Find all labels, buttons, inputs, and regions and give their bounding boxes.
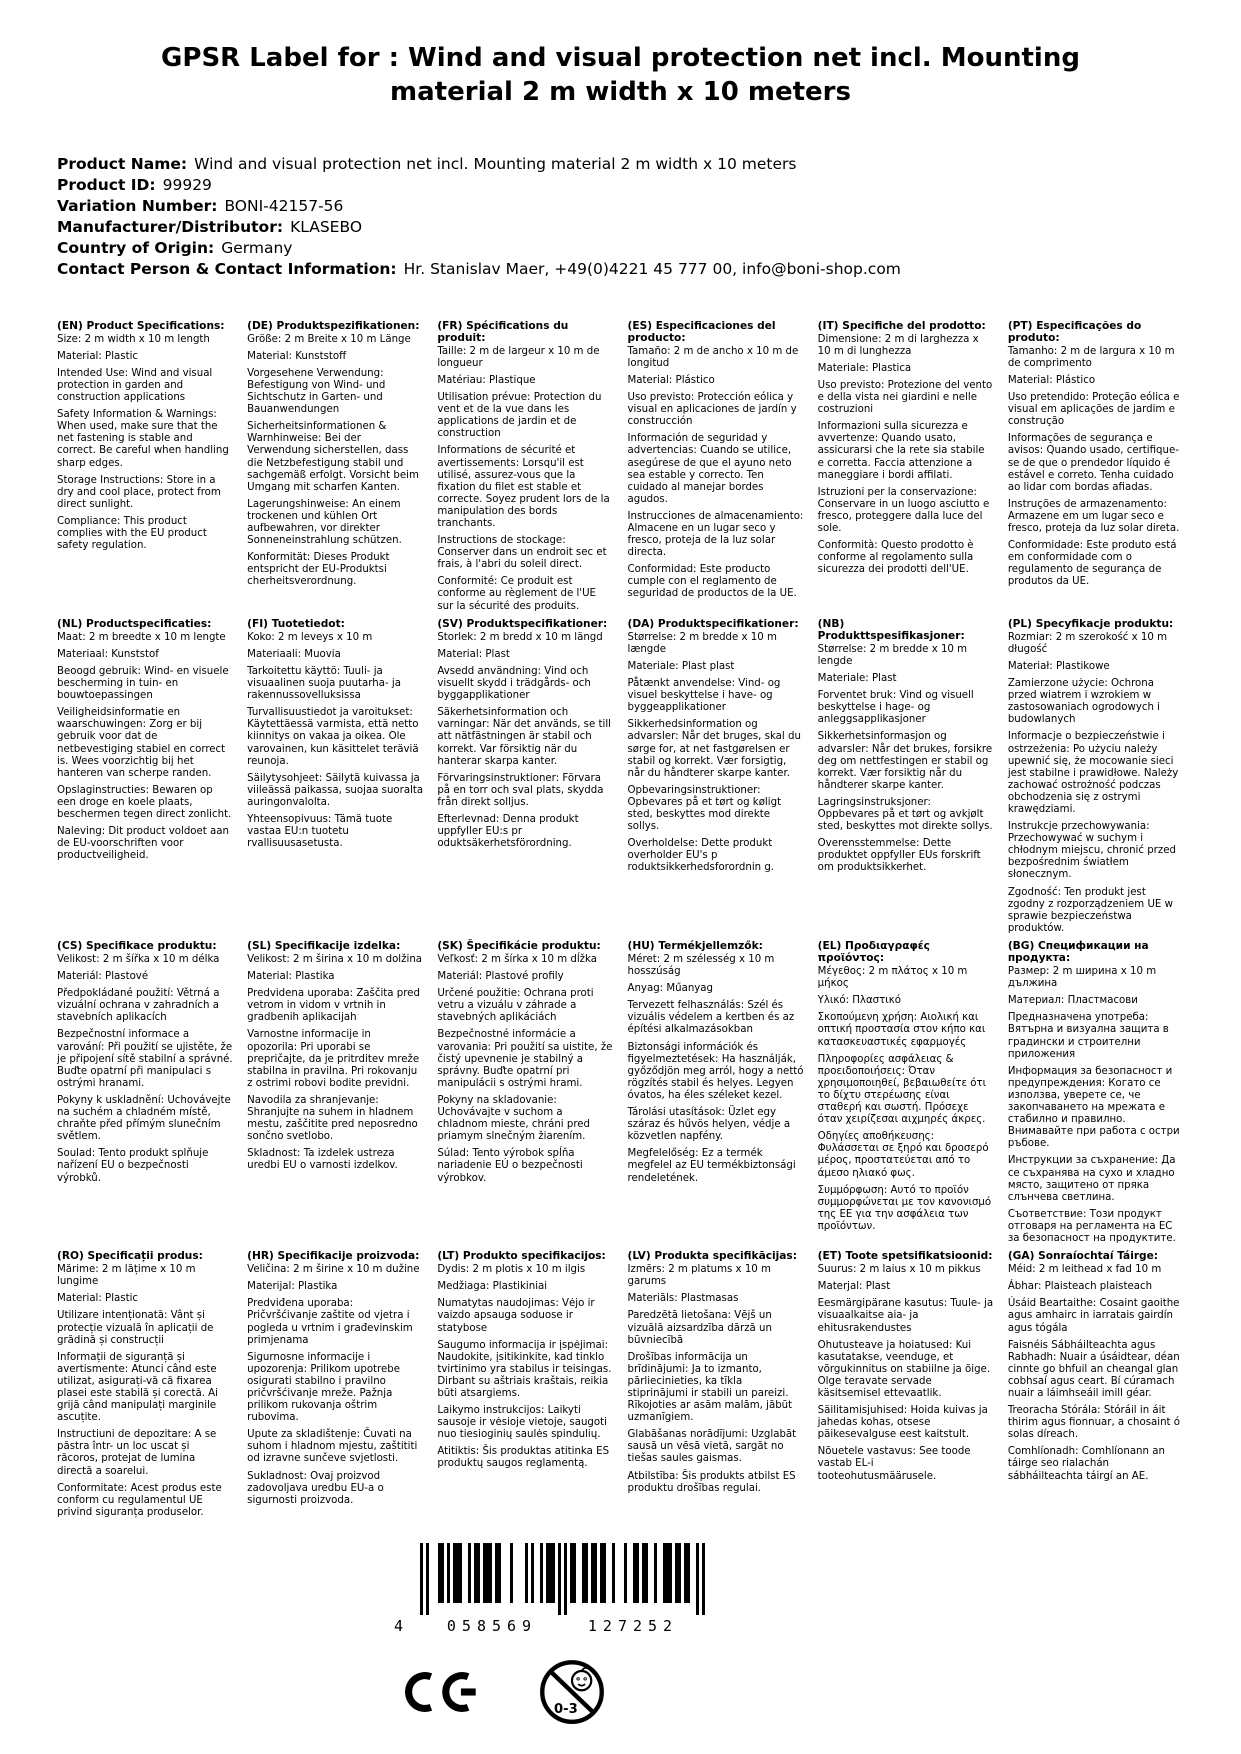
spec-paragraph: Instructiuni de depozitare: A se păstra într- un loc uscat și răcoros, protejat de lumina directă a soarelui. — [57, 1429, 217, 1477]
spec-block-nl — [57, 618, 233, 940]
spec-paragraph: Forventet bruk: Vind og visuell beskyttelse i hage- og anleggsapplikasjoner — [817, 690, 974, 726]
spec-paragraph: Instructions de stockage: Conserver dans un endroit sec et frais, à l'abri du soleil direct. — [437, 535, 607, 571]
product-name-label: Product Name: — [57, 154, 188, 173]
spec-paragraph: Tervezett felhasználás: Szél és vizuális védelem a kertben és az építési alkalmazásokban — [627, 1000, 795, 1036]
spec-paragraph: Izmērs: 2 m platums x 10 m garums — [627, 1264, 771, 1288]
spec-paragraph: Drošības informācija un brīdinājumi: Ja to izmanto, pārliecinieties, ka tīkla stiprinājumi ir stabili un pareizi. Rīkojoties ar asām malām, jābūt uzmanīgiem. — [627, 1351, 793, 1424]
spec-paragraph: Informații de siguranță și avertismente: Atunci când este utilizat, asigurați-vă că fixarea plasei este stabilă și corectă. Ai grijă când manipulați marginile ascuțite. — [57, 1351, 218, 1424]
spec-paragraph: Sikkerhedsinformation og advarsler: Når det bruges, skal du sørge for, at net fastgørelsen er stabil og korrekt. Vær forsigtig, når du håndterer skarpe kanter. — [627, 719, 801, 779]
contact-row — [57, 259, 1241, 280]
spec-paragraph: Dydis: 2 m plotis x 10 m ilgis — [437, 1264, 586, 1276]
spec-paragraph: Material: Plástico — [627, 374, 715, 386]
spec-paragraph: Numatytas naudojimas: Vėjo ir vaizdo apsauga soduose ir statybose — [437, 1298, 595, 1334]
spec-block-header: (FI) Tuotetiedot: — [247, 617, 345, 630]
spec-paragraph: Lagerungshinweise: An einem trockenen und kühlen Ort aufbewahren, vor direkter Sonneneinstrahlung schützen. — [247, 498, 402, 547]
spec-paragraph: Megfelelőség: Ez a termék megfelel az EU termékbiztonsági rendeletének. — [627, 1148, 796, 1184]
country-of-origin-value: Germany — [221, 238, 293, 257]
spec-paragraph: Utilisation prévue: Protection du vent et de la vue dans les applications de jardin et de construction — [437, 392, 602, 440]
manufacturer-row — [57, 217, 1241, 238]
spec-paragraph: Informações de segurança e avisos: Quando usado, certifique-se de que o prendedor líquido é estável e correto. Tenha cuidado ao lidar com bordas afiadas. — [1007, 433, 1179, 493]
spec-paragraph: Uso pretendido: Proteção eólica e visual em aplicações de jardim e construção — [1007, 392, 1180, 428]
spec-block-header: (DE) Produktspezifikationen: — [247, 319, 420, 332]
spec-paragraph: Informazioni sulla sicurezza e avvertenze: Quando usato, assicurarsi che la rete sia stabile e corretta. Faccia attenzione a maneggiare i bordi affilati. — [817, 421, 985, 481]
spec-paragraph: Materiál: Plastové — [57, 971, 149, 983]
spec-paragraph: Sukladnost: Ovaj proizvod zadovoljava uredbu EU-a o sigurnosti proizvoda. — [247, 1470, 384, 1506]
spec-paragraph: Opslaginstructies: Bewaren op een droge en koele plaats, beschermen tegen direct zonlicht. — [57, 784, 232, 820]
spec-paragraph: Material: Plastika — [247, 971, 335, 983]
spec-paragraph: Información de seguridad y advertencias: Cuando se utilice, asegúrese de que el ayuno neto sea estable y correcto. Ten cuidado al manejar bordes agudos. — [627, 433, 792, 505]
country-of-origin-label: Country of Origin: — [57, 238, 215, 257]
spec-paragraph: Conformidade: Este produto está em conformidade com o regulamento de segurança de produtos da UE. — [1007, 540, 1177, 588]
spec-block-header: (DA) Produktspecifikationer: — [627, 617, 799, 630]
spec-block-header: (SL) Specifikacije izdelka: — [247, 939, 401, 952]
spec-block-fi — [247, 618, 423, 940]
spec-paragraph: Zgodność: Ten produkt jest zgodny z rozporządzeniem UE w sprawie bezpieczeństwa produktów. — [1007, 886, 1173, 934]
spec-block-header: (SV) Produktspecifikationer: — [437, 617, 608, 630]
spec-paragraph: Материал: Пластмасови — [1007, 995, 1138, 1007]
product-info-section — [57, 154, 1241, 280]
spec-paragraph: Mărime: 2 m lățime x 10 m lungime — [57, 1264, 196, 1288]
spec-paragraph: Conformidad: Este producto cumple con el reglamento de seguridad de productos de la UE. — [627, 564, 797, 600]
spec-block-nb — [818, 618, 994, 940]
product-name-row — [57, 154, 1241, 175]
spec-paragraph: Materjal: Plast — [817, 1281, 891, 1293]
spec-paragraph: Lagringsinstruksjoner: Oppbevares på et tørt og avkjølt sted, beskyttes mot direkte sollys. — [817, 796, 993, 833]
spec-paragraph: Medžiaga: Plastikiniai — [437, 1281, 548, 1293]
spec-paragraph: Säilytysohjeet: Säilytä kuivassa ja viileässä paikassa, suojaa suoralta auringonvalolta. — [247, 772, 424, 808]
baby-face-icon — [572, 1668, 591, 1690]
spec-paragraph: Size: 2 m width x 10 m length — [57, 333, 210, 345]
spec-paragraph: Predvidena uporaba: Zaščita pred vetrom in vidom v vrtnih in gradbenih aplikacijah — [247, 988, 420, 1024]
spec-block-pl — [1008, 618, 1184, 940]
spec-paragraph: Pokyny na skladovanie: Uchovávajte v suchom a chladnom mieste, chráni pred priamym slnečným žiarením. — [437, 1094, 591, 1143]
spec-paragraph: Velikost: 2 m širina x 10 m dolžina — [247, 954, 423, 965]
spec-block-ro — [57, 1250, 233, 1527]
spec-block-header: (HR) Specifikacije proizvoda: — [247, 1250, 420, 1263]
spec-paragraph: Laikymo instrukcijos: Laikyti sausoje ir vėsioje vietoje, saugoti nuo tiesioginių saulės spindulių. — [437, 1405, 607, 1441]
spec-block-lv — [628, 1250, 804, 1527]
spec-block-pt — [1008, 320, 1184, 618]
variation-number-value: BONI-42157-56 — [224, 196, 344, 215]
spec-paragraph: Størrelse: 2 m bredde x 10 m længde — [627, 631, 777, 655]
spec-block-hr — [247, 1250, 423, 1527]
spec-block-header: (PL) Specyfikacje produktu: — [1007, 617, 1174, 630]
spec-paragraph: Istruzioni per la conservazione: Conservare in un luogo asciutto e fresco, proteggere dalla luce del sole. — [817, 486, 990, 534]
spec-paragraph: Sikkerhetsinformasjon og advarsler: Når det brukes, forsikre deg om nettfestingen er stabil og korrekt. Vær forsiktig når du håndterer skarpe kanter. — [817, 731, 993, 791]
variation-number-row — [57, 196, 1241, 217]
spec-paragraph: Atbilstība: Šis produkts atbilst ES produktu drošības regulai. — [627, 1470, 796, 1494]
spec-paragraph: Material: Plastic — [57, 350, 139, 362]
barcode-digit-first: 4 — [394, 1617, 410, 1636]
spec-paragraph: Materijal: Plastika — [247, 1281, 338, 1293]
spec-paragraph: Materiaal: Kunststof — [57, 648, 159, 660]
spec-block-header: (LT) Produkto specifikacijos: — [437, 1250, 606, 1263]
spec-paragraph: Předpokládané použití: Větrná a vizuální ochrana v zahradních a stavebních aplikacích — [57, 988, 220, 1024]
age-warning-text: 0-3 — [554, 1702, 578, 1718]
spec-paragraph: Bezpečnostní informace a varování: Při použití se ujistěte, že je připojení sítě stabilní a správné. Buďte opatrní při manipulaci s ostrými hranami. — [57, 1029, 233, 1089]
spec-paragraph: Storage Instructions: Store in a dry and cool place, protect from direct sunlight. — [57, 474, 221, 510]
spec-paragraph: Materiale: Plast — [817, 673, 897, 685]
product-id-value: 99929 — [162, 175, 212, 194]
spec-paragraph: Zamierzone użycie: Ochrona przed wiatrem i wzrokiem w zastosowaniach ogrodowych i budowlanych — [1007, 678, 1160, 726]
spec-paragraph: Predviđena uporaba: Pričvršćivanje zaštite od vjetra i pogleda u vrtnim i građevinskim primjenama — [247, 1298, 413, 1346]
spec-paragraph: Conformité: Ce produit est conforme au règlement de l'UE sur la sécurité des produits. — [437, 576, 596, 612]
spec-block-header: (NL) Productspecificaties: — [57, 617, 212, 630]
spec-paragraph: Soulad: Tento produkt splňuje nařízení EU o bezpečnosti výrobků. — [57, 1148, 209, 1184]
spec-paragraph: Safety Information & Warnings: When used, make sure that the net fastening is stable and correct. Be careful when handling sharp edges. — [57, 409, 229, 469]
spec-paragraph: Предназначена употреба: Вятърна и визуална защита в градински и строителни приложения — [1007, 1012, 1169, 1060]
spec-paragraph: Saugumo informacija ir įspėjimai: Naudokite, įsitikinkite, kad tinklo tvirtinimo yra stabilus ir teisingas. Dirbant su aštriais kraštais, reikia būti atsargiems. — [437, 1339, 612, 1399]
spec-paragraph: Úsáid Beartaithe: Cosaint gaoithe agus amhairc in iarratais gairdín agus tógála — [1007, 1298, 1180, 1334]
spec-paragraph: Material: Kunststoff — [247, 350, 347, 362]
spec-block-header: (EN) Product Specifications: — [57, 319, 225, 332]
spec-paragraph: Bezpečnostné informácie a varovania: Pri použití sa uistite, že čistý upevnenie je stabilný a správny. Buďte opatrní pri manipulácii s ostrými hrami. — [437, 1029, 613, 1089]
spec-paragraph: Navodila za shranjevanje: Shranjujte na suhem in hladnem mestu, zaščitite pred neposredno sončno svetlobo. — [247, 1094, 418, 1143]
contact-label: Contact Person & Contact Information: — [57, 259, 397, 278]
spec-block-it — [818, 320, 994, 618]
spec-paragraph: Súlad: Tento výrobok spĺňa nariadenie EÚ o bezpečnosti výrobkov. — [437, 1148, 583, 1184]
spec-paragraph: Uso previsto: Protezione del vento e della vista nei giardini e nelle costruzioni — [817, 379, 993, 416]
barcode — [394, 1543, 705, 1639]
spec-paragraph: Størrelse: 2 m bredde x 10 m lengde — [817, 643, 968, 667]
spec-paragraph: Atitiktis: Šis produktas atitinka ES produktų saugos reglamentą. — [437, 1446, 610, 1470]
spec-paragraph: Tarkoitettu käyttö: Tuuli- ja visuaalinen suoja puutarha- ja rakennussovelluksissa — [247, 665, 401, 702]
spec-block-sv — [437, 618, 613, 940]
spec-block-sk — [437, 940, 613, 1250]
spec-block-header: (CS) Specifikace produktu: — [57, 939, 217, 952]
spec-paragraph: Ohutusteave ja hoiatused: Kui kasutatakse, veenduge, et võrgukinnitus on stabiilne ja õige. Olge teravate servade käsitsemisel ettevaatlik. — [817, 1339, 991, 1399]
spec-paragraph: Suurus: 2 m laius x 10 m pikkus — [817, 1264, 981, 1276]
spec-block-header: (LV) Produkta specifikācijas: — [627, 1250, 797, 1263]
spec-paragraph: Méret: 2 m szélesség x 10 m hosszúság — [627, 954, 775, 978]
spec-block-header: (BG) Спецификации на продукта: — [1007, 939, 1149, 964]
spec-paragraph: Tárolási utasítások: Üzlet egy száraz és hűvös helyen, védje a közvetlen napfény. — [627, 1107, 791, 1143]
spec-paragraph: Upute za skladištenje: Čuvati na suhom i hladnom mjestu, zaštititi od izravne sunčeve svjetlosti. — [247, 1429, 418, 1465]
spec-paragraph: Σκοπούμενη χρήση: Αιολική και οπτική προστασία στον κήπο και κατασκευαστικές εφαρμογές — [817, 1012, 986, 1048]
spec-paragraph: Material: Plastic — [57, 1293, 139, 1305]
country-of-origin-row — [57, 238, 1241, 259]
spec-paragraph: Tamaño: 2 m de ancho x 10 m de longitud — [627, 345, 799, 369]
spec-paragraph: Säilitamisjuhised: Hoida kuivas ja jahedas kohas, otsese päikesevalguse eest kaitstult. — [817, 1405, 988, 1441]
spec-block-es — [628, 320, 804, 618]
spec-paragraph: Opbevaringsinstruktioner: Opbevares på et tørt og køligt sted, beskyttes mod direkte sollys. — [627, 784, 782, 833]
spec-paragraph: Velikost: 2 m šířka x 10 m délka — [57, 954, 220, 965]
spec-block-header: (NB) Produkttspesifikasjoner: — [817, 617, 965, 642]
spec-paragraph: Förvaringsinstruktioner: Förvara på en torr och sval plats, skydda från direkt solljus. — [437, 772, 604, 808]
spec-paragraph: Konformität: Dieses Produkt entspricht der EU-Produktsi cherheitsverordnung. — [247, 552, 390, 588]
spec-paragraph: Dimensione: 2 m di larghezza x 10 m di lunghezza — [817, 333, 979, 357]
spec-block-en — [57, 320, 233, 618]
spec-block-header: (HU) Termékjellemzők: — [627, 939, 763, 952]
spec-paragraph: Veľkosť: 2 m šírka x 10 m dĺžka — [437, 954, 597, 965]
bottom-section — [395, 1543, 815, 1727]
spec-paragraph: Glabāšanas norādījumi: Uzglabāt sausā un vēsā vietā, sargāt no tiešas saules gaismas. — [627, 1429, 797, 1465]
spec-paragraph: Informacje o bezpieczeństwie i ostrzeżenia: Po użyciu należy upewnić się, że mocowanie sieci jest stabilne i prawidłowe. Należy zachować ostrożność podczas obchodzenia się z ostrymi krawędziami. — [1007, 731, 1179, 815]
spec-paragraph: Avsedd användning: Vind och visuellt skydd i trädgårds- och byggapplikationer — [437, 665, 591, 702]
spec-paragraph: Paredzētā lietošana: Vējš un vizuālā aizsardzība dārzā un būvniecībā — [627, 1310, 772, 1346]
spec-paragraph: Material: Plástico — [1007, 374, 1096, 386]
spec-paragraph: Materiál: Plastové profily — [437, 971, 564, 983]
spec-paragraph: Информация за безопасност и предупреждения: Когато се използва, уверете се, че закопчаването на мрежата е стабилно и правилно. Внимавайте при работа с остри ръбове. — [1007, 1065, 1180, 1150]
barcode-bars-icon — [420, 1543, 705, 1615]
spec-paragraph: Påtænkt anvendelse: Vind- og visuel beskyttelse i have- og byggeapplikationer — [627, 678, 781, 714]
product-id-label: Product ID: — [57, 175, 156, 194]
spec-paragraph: Utilizare intenționată: Vânt și protecție vizuală în aplicații de grădină și construcții — [57, 1310, 214, 1346]
spec-paragraph: Méid: 2 m leithead x fad 10 m — [1007, 1264, 1162, 1276]
spec-block-header: (RO) Specificații produs: — [57, 1250, 203, 1263]
spec-paragraph: Instrucciones de almacenamiento: Almacene en un lugar seco y fresco, proteja de la luz solar directa. — [627, 510, 804, 559]
spec-paragraph: Инструкции за съхранение: Да се съхранява на сухо и хладно място, защитено от пряка слънчева светлина. — [1007, 1155, 1176, 1203]
spec-paragraph: Sigurnosne informacije i upozorenja: Prilikom upotrebe osigurati stabilno i pravilno pričvršćivanje mreže. Pažnja prilikom rukovanja oštrim rubovima. — [247, 1351, 401, 1424]
page-title: GPSR Label for : Wind and visual protection net incl. Mounting material 2 m width x 10 meters — [161, 43, 1080, 107]
spec-block-cs — [57, 940, 233, 1250]
spec-paragraph: Συμμόρφωση: Αυτό το προϊόν συμμορφώνεται με τον κανονισμό της ΕΕ για την ασφάλεια των προϊόντων. — [817, 1184, 992, 1232]
spec-block-bg — [1008, 940, 1184, 1250]
spec-paragraph: Treoracha Stórála: Stóráil in áit thirim agus fionnuar, a chosaint ó solas díreach. — [1007, 1405, 1181, 1441]
spec-paragraph: Οδηγίες αποθήκευσης: Φυλάσσεται σε ξηρό και δροσερό μέρος, προστατεύεται από το άμεσο ηλιακό φως. — [817, 1131, 989, 1179]
spec-paragraph: Materiāls: Plastmasas — [627, 1293, 739, 1305]
spec-paragraph: Varnostne informacije in opozorila: Pri uporabi se prepričajte, da je pritrditev mreže stabilna in pravilna. Pri rokovanju z ostrimi robovi bodite previdni. — [247, 1029, 420, 1089]
spec-paragraph: Uso previsto: Protección eólica y visual en aplicaciones de jardín y construcción — [627, 392, 797, 428]
spec-block-header: (GA) Sonraíochtaí Táirge: — [1007, 1250, 1159, 1263]
spec-grid — [57, 320, 1184, 1527]
spec-paragraph: Overensstemmelse: Dette produktet oppfyller EUs forskrift om produktsikkerhet. — [817, 838, 981, 874]
spec-paragraph: Faisnéis Sábháilteachta agus Rabhadh: Nuair a úsáidtear, déan cinnte go bhfuil an cheangal glan cobhsaí agus ceart. Bí cúramach nuair a láimhseáil imill géar. — [1007, 1339, 1180, 1399]
spec-paragraph: Maat: 2 m breedte x 10 m lengte — [57, 631, 226, 643]
spec-paragraph: Μέγεθος: 2 m πλάτος x 10 m μήκος — [817, 966, 968, 990]
spec-paragraph: Matériau: Plastique — [437, 374, 536, 386]
spec-paragraph: Veličina: 2 m širine x 10 m dužine — [247, 1264, 420, 1276]
spec-paragraph: Размер: 2 m ширина x 10 m дължина — [1007, 966, 1157, 990]
spec-paragraph: Materiale: Plastica — [817, 362, 912, 374]
ce-mark-icon — [397, 1661, 479, 1723]
spec-paragraph: Conformitate: Acest produs este conform cu regulamentul UE privind siguranța produselor. — [57, 1482, 222, 1518]
variation-number-label: Variation Number: — [57, 196, 218, 215]
spec-block-de — [247, 320, 423, 618]
spec-paragraph: Vorgesehene Verwendung: Befestigung von Wind- und Sichtschutz in Garten- und Bauanwendungen — [247, 367, 386, 416]
spec-paragraph: Material: Plast — [437, 648, 510, 660]
barcode-digits-right-group: 127252 — [587, 1617, 679, 1636]
spec-paragraph: Rozmiar: 2 m szerokość x 10 m długość — [1007, 631, 1168, 655]
spec-paragraph: Materiale: Plast plast — [627, 660, 735, 672]
spec-paragraph: Veiligheidsinformatie en waarschuwingen: Zorg er bij gebruik voor dat de netbevestiging stabiel en correct is. Wees voorzichtig bij het hanteren van scherpe randen. — [57, 707, 226, 779]
spec-paragraph: Conformità: Questo prodotto è conforme al regolamento sulla sicurezza dei prodotti dell'UE. — [817, 540, 974, 576]
spec-paragraph: Yhteensopivuus: Tämä tuote vastaa EU:n tuotetu rvallisuusasetusta. — [247, 813, 393, 850]
spec-paragraph: Koko: 2 m leveys x 10 m — [247, 631, 373, 643]
spec-paragraph: Turvallisuustiedot ja varoitukset: Käytettäessä varmista, että netto kiinnitys on vakaa ja oikea. Ole varovainen, kun käsittelet teräviä reunoja. — [247, 707, 419, 767]
manufacturer-value: KLASEBO — [290, 217, 363, 236]
spec-paragraph: Informations de sécurité et avertissements: Lorsqu'il est utilisé, assurez-vous que la fixation du filet est stable et correcte. Soyez prudent lors de la manipulation des bords tranchants. — [437, 445, 610, 529]
spec-block-el — [818, 940, 994, 1250]
spec-paragraph: Naleving: Dit product voldoet aan de EU-voorschriften voor productveiligheid. — [57, 826, 229, 862]
spec-paragraph: Skladnost: Ta izdelek ustreza uredbi EU o varnosti izdelkov. — [247, 1148, 398, 1172]
manufacturer-label: Manufacturer/Distributor: — [57, 217, 284, 236]
spec-paragraph: Comhlíonadh: Comhlíonann an táirge seo rialachán sábháilteachta táirgí an AE. — [1007, 1446, 1165, 1482]
spec-block-lt — [437, 1250, 613, 1527]
spec-paragraph: Compliance: This product complies with the EU product safety regulation. — [57, 515, 207, 552]
spec-paragraph: Storlek: 2 m bredd x 10 m längd — [437, 631, 603, 643]
spec-block-header: (ES) Especificaciones del producto: — [627, 319, 776, 344]
spec-paragraph: Instruções de armazenamento: Armazene em um lugar seco e fresco, proteja da luz solar direta. — [1007, 498, 1180, 534]
product-id-row — [57, 175, 1241, 196]
spec-paragraph: Größe: 2 m Breite x 10 m Länge — [247, 333, 411, 345]
spec-block-header: (FR) Spécifications du produit: — [437, 319, 569, 344]
spec-block-header: (EL) Προδιαγραφές προϊόντος: — [817, 939, 930, 964]
spec-paragraph: Beoogd gebruik: Wind- en visuele bescherming in tuin- en bouwtoepassingen — [57, 665, 229, 702]
spec-paragraph: Tamanho: 2 m de largura x 10 m de comprimento — [1007, 345, 1175, 369]
spec-block-fr — [437, 320, 613, 618]
spec-paragraph: Taille: 2 m de largeur x 10 m de longueur — [437, 345, 600, 369]
spec-block-header: (ET) Toote spetsifikatsioonid: — [817, 1250, 993, 1263]
spec-paragraph: Πληροφορίες ασφάλειας & προειδοποιήσεις: Όταν χρησιμοποιηθεί, βεβαιωθείτε ότι το δίχτυ στερέωσης είναι σταθερή και σωστή. Πρόσεχε όταν χειρίζεσαι αιχμηρές άκρες. — [817, 1053, 987, 1126]
spec-paragraph: Anyag: Műanyag — [627, 983, 714, 995]
conformity-marks-row — [397, 1657, 815, 1727]
spec-paragraph: Pokyny k uskladnění: Uchovávejte na suchém a chladném místě, chraňte před přímým slunečním světlem. — [57, 1094, 231, 1143]
spec-paragraph: Intended Use: Wind and visual protection in garden and construction applications — [57, 367, 213, 404]
product-name-value: Wind and visual protection net incl. Mounting material 2 m width x 10 meters — [194, 154, 797, 173]
spec-block-da — [628, 618, 804, 940]
barcode-digits-left-group: 058569 — [446, 1617, 538, 1636]
spec-paragraph: Eesmärgipärane kasutus: Tuule- ja visuaalkaitse aia- ja ehitusrakendustes — [817, 1298, 994, 1334]
spec-paragraph: Sicherheitsinformationen & Warnhinweise: Bei der Verwendung sicherstellen, dass die Netzbefestigung stabil und sachgemäß erfolgt. Vorsicht beim Umgang mit scharfen Kanten. — [247, 421, 419, 493]
spec-block-header: (IT) Specifiche del prodotto: — [817, 319, 986, 332]
spec-paragraph: Efterlevnad: Denna produkt uppfyller EU:s pr oduktsäkerhetsförordning. — [437, 813, 579, 850]
spec-paragraph: Overholdelse: Dette produkt overholder EU's p roduktsikkerhedsforordnin g. — [627, 838, 775, 874]
spec-paragraph: Nõuetele vastavus: See toode vastab EL-i tooteohutusmäärusele. — [817, 1446, 971, 1482]
spec-paragraph: Υλικό: Πλαστικό — [817, 995, 901, 1007]
spec-paragraph: Materiał: Plastikowe — [1007, 660, 1110, 672]
spec-paragraph: Určené použitie: Ochrana proti vetru a vizuálu v záhrade a stavebných aplikáciách — [437, 988, 594, 1024]
spec-block-hu — [628, 940, 804, 1250]
spec-block-et — [818, 1250, 994, 1527]
spec-block-header: (SK) Špecifikácie produktu: — [437, 939, 601, 952]
spec-paragraph: Biztonsági információk és figyelmeztetések: Ha használják, győződjön meg arról, hogy a nettó rögzítés stabil és helyes. Legyen óvatos, ha éles széleket kezel. — [627, 1041, 804, 1101]
contact-value: Hr. Stanislav Maer, +49(0)4221 45 777 00, info@boni-shop.com — [403, 259, 901, 278]
spec-block-ga — [1008, 1250, 1184, 1527]
spec-paragraph: Instrukcje przechowywania: Przechowywać w suchym i chłodnym miejscu, chronić przed bezpośrednim światłem słonecznym. — [1007, 821, 1176, 881]
spec-paragraph: Säkerhetsinformation och varningar: När det används, se till att nätfästningen är stabil och korrekt. Var försiktig när du hanterar skarpa kanter. — [437, 707, 611, 767]
spec-block-header: (PT) Especificações do produto: — [1007, 319, 1142, 344]
spec-paragraph: Materiaali: Muovia — [247, 648, 341, 660]
spec-paragraph: Ábhar: Plaisteach plaisteach — [1007, 1281, 1153, 1293]
spec-block-sl — [247, 940, 423, 1250]
age-warning-icon — [537, 1657, 607, 1727]
spec-paragraph: Съответствие: Този продукт отговаря на регламента на ЕС за безопасност на продуктите. — [1007, 1208, 1176, 1244]
